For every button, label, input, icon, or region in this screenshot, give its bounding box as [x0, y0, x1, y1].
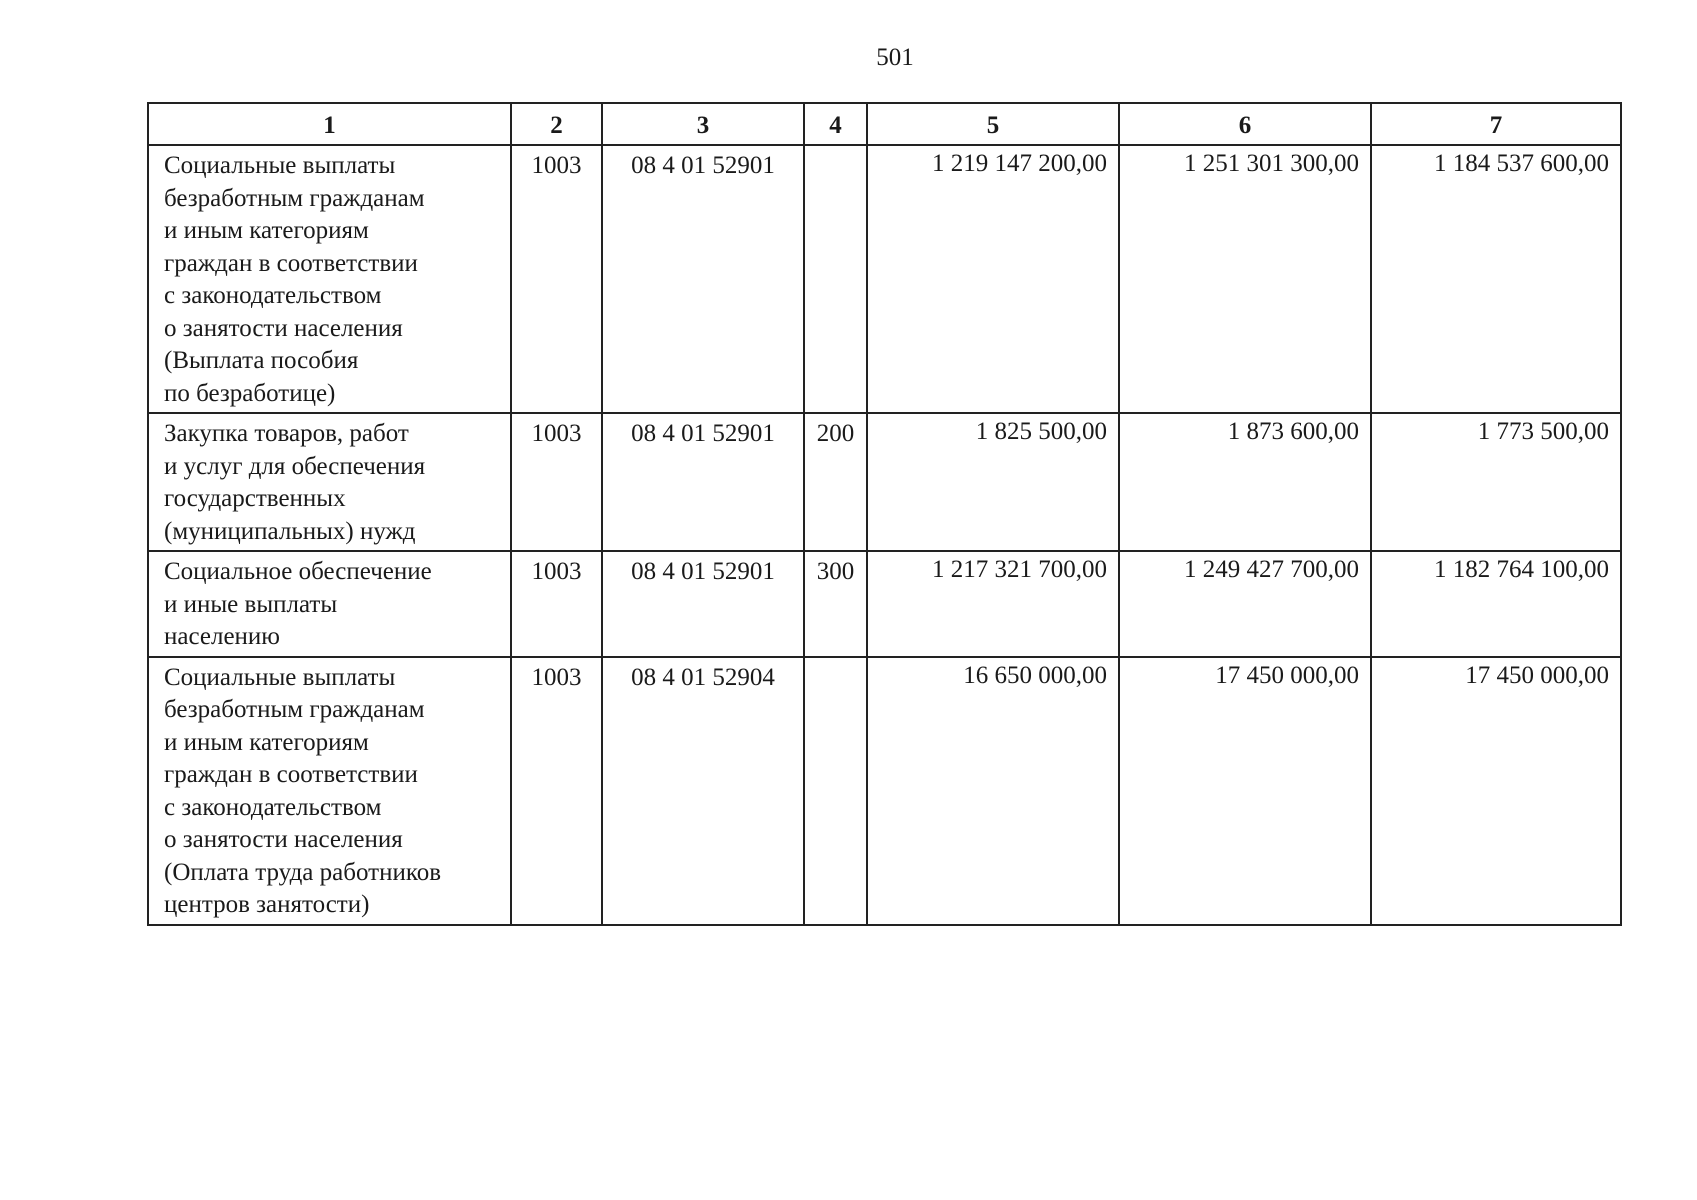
- row-name: Социальные выплаты безработным гражданам и иным категориям граждан в соответствии с законодательством о занятости населения (Оплата труда работников центров занятости): [148, 657, 511, 925]
- row-amount-3: 1 182 764 100,00: [1371, 551, 1621, 657]
- page-number: 501: [876, 44, 914, 71]
- row-name: Социальные выплаты безработным гражданам и иным категориям граждан в соответствии с законодательством о занятости населения (Выплата пособия по безработице): [148, 145, 511, 413]
- col-header-5: 5: [867, 103, 1119, 145]
- row-section: 1003: [511, 413, 602, 551]
- row-amount-2: 1 249 427 700,00: [1119, 551, 1371, 657]
- row-expense-type: 300: [804, 551, 867, 657]
- row-amount-2: 1 251 301 300,00: [1119, 145, 1371, 413]
- row-amount-1: 1 825 500,00: [867, 413, 1119, 551]
- col-header-3: 3: [602, 103, 804, 145]
- row-section: 1003: [511, 145, 602, 413]
- row-amount-1: 1 217 321 700,00: [867, 551, 1119, 657]
- row-amount-3: 1 184 537 600,00: [1371, 145, 1621, 413]
- table-row: [148, 145, 1621, 413]
- row-amount-1: 1 219 147 200,00: [867, 145, 1119, 413]
- row-amount-1: 16 650 000,00: [867, 657, 1119, 925]
- row-amount-3: 1 773 500,00: [1371, 413, 1621, 551]
- row-amount-2: 17 450 000,00: [1119, 657, 1371, 925]
- header-row: [148, 103, 1621, 145]
- row-name: Социальное обеспечение и иные выплаты населению: [148, 551, 511, 657]
- col-header-4: 4: [804, 103, 867, 145]
- col-header-6: 6: [1119, 103, 1371, 145]
- budget-table: [147, 102, 1622, 926]
- row-section: 1003: [511, 551, 602, 657]
- row-expense-type: [804, 145, 867, 413]
- col-header-1: 1: [148, 103, 511, 145]
- row-target-article: 08 4 01 52901: [602, 551, 804, 657]
- row-amount-3: 17 450 000,00: [1371, 657, 1621, 925]
- row-expense-type: 200: [804, 413, 867, 551]
- table-row: [148, 657, 1621, 925]
- col-header-7: 7: [1371, 103, 1621, 145]
- row-target-article: 08 4 01 52901: [602, 145, 804, 413]
- row-section: 1003: [511, 657, 602, 925]
- row-target-article: 08 4 01 52904: [602, 657, 804, 925]
- table-row: [148, 413, 1621, 551]
- col-header-2: 2: [511, 103, 602, 145]
- row-expense-type: [804, 657, 867, 925]
- row-amount-2: 1 873 600,00: [1119, 413, 1371, 551]
- row-target-article: 08 4 01 52901: [602, 413, 804, 551]
- row-name: Закупка товаров, работ и услуг для обеспечения государственных (муниципальных) нужд: [148, 413, 511, 551]
- table-row: [148, 551, 1621, 657]
